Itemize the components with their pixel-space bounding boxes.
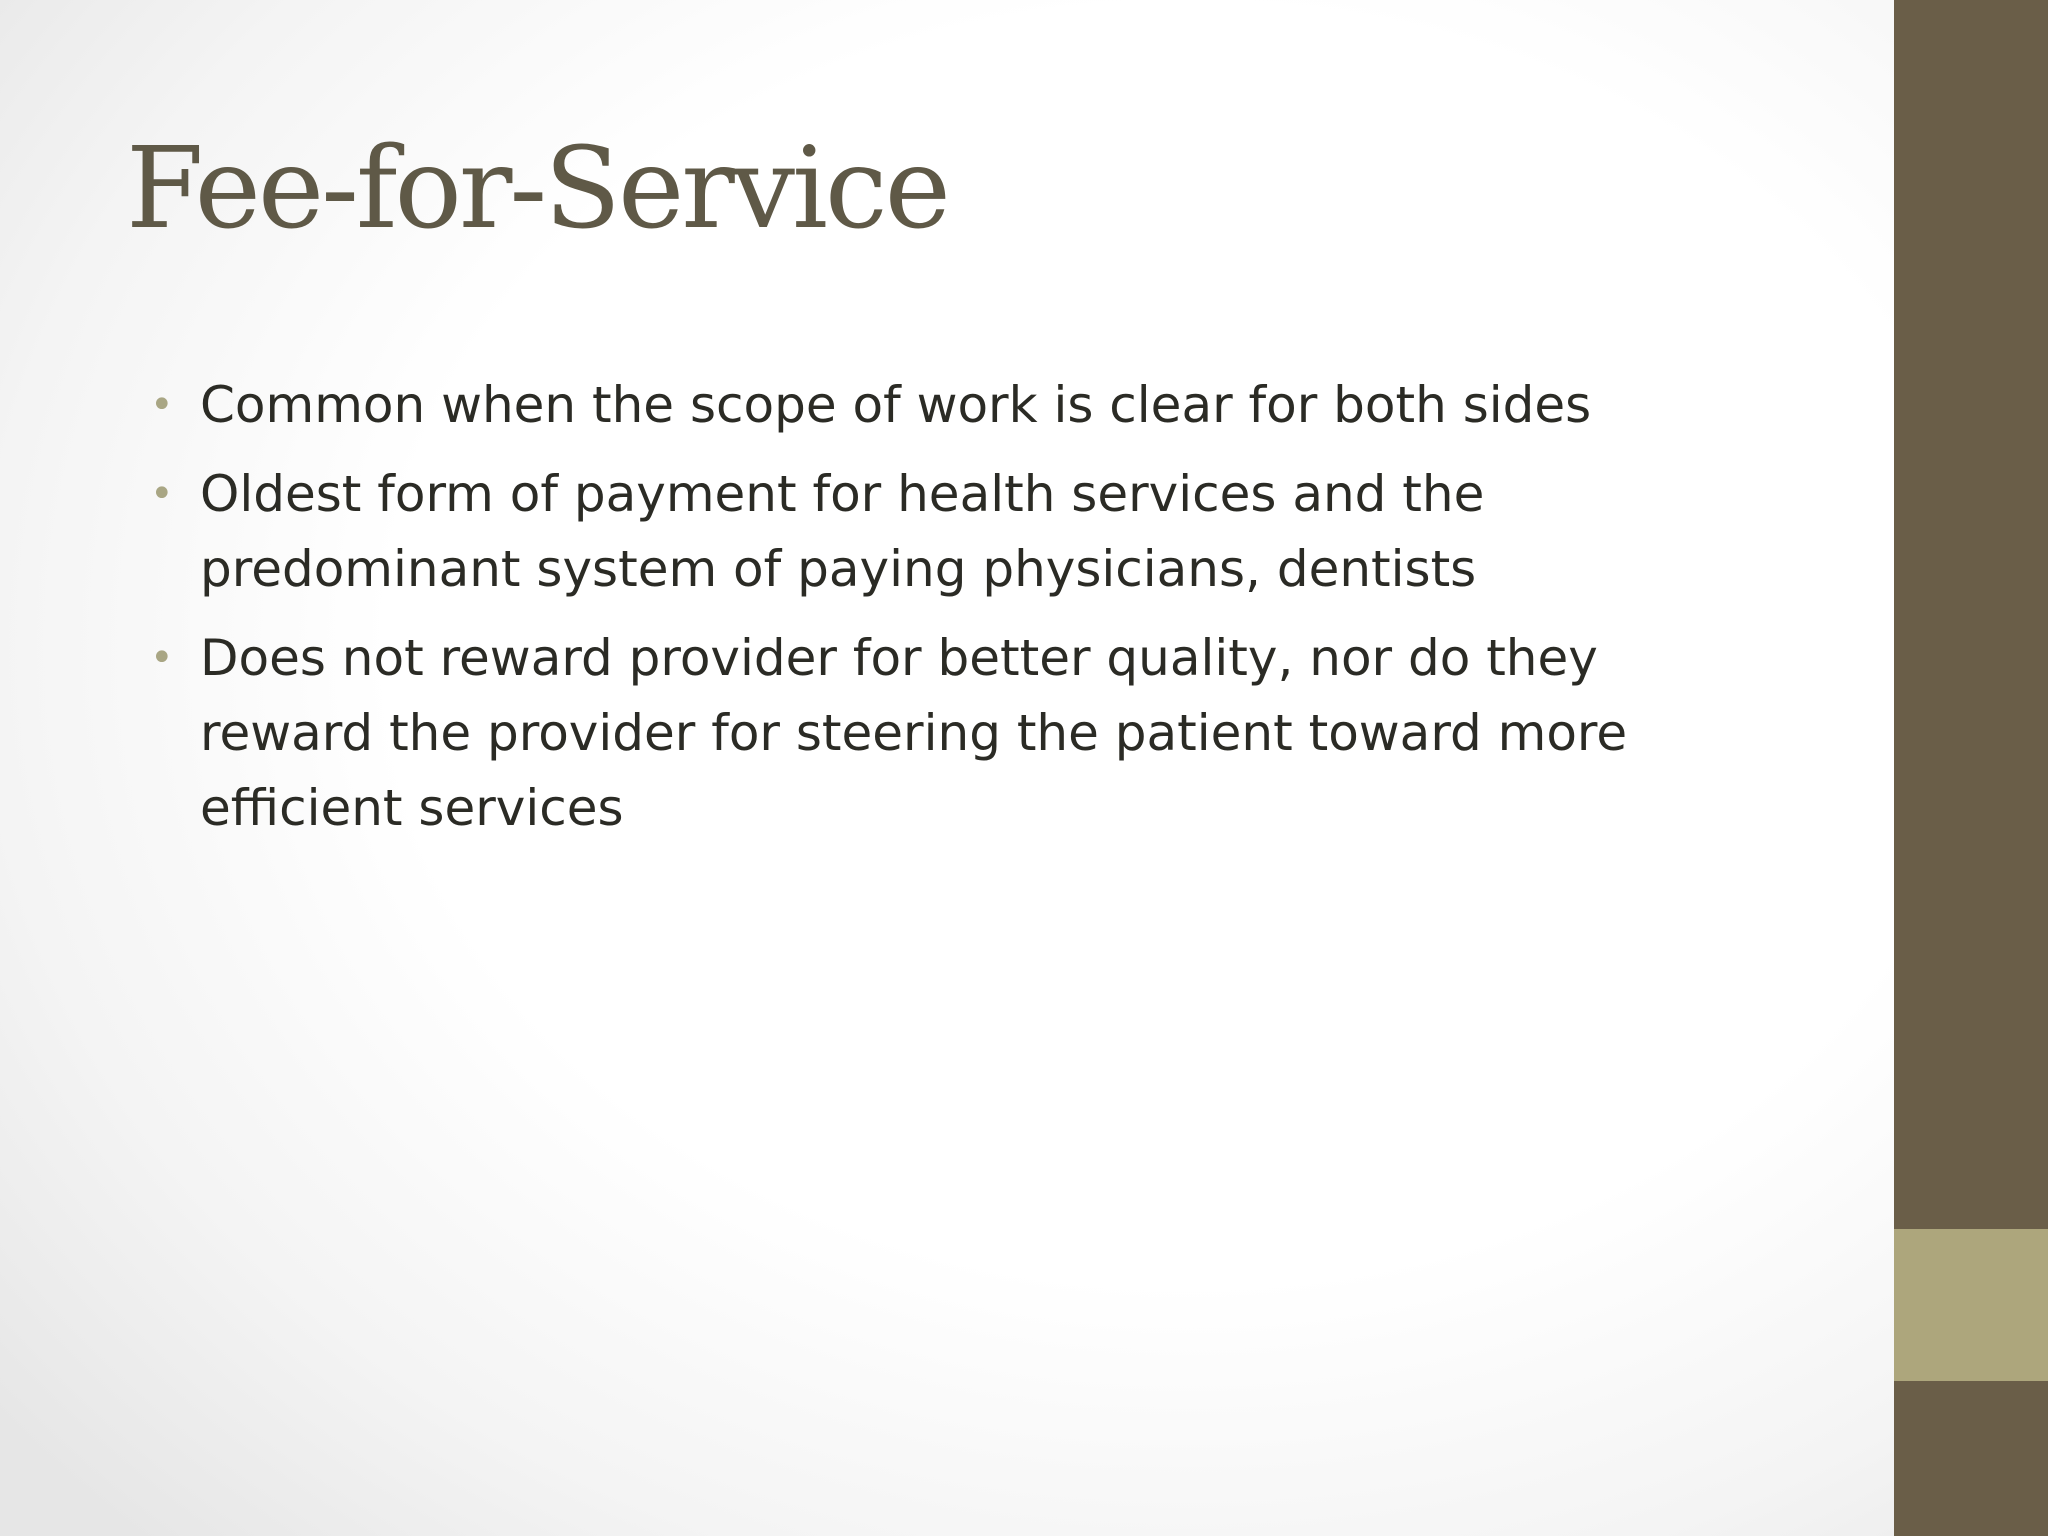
list-item: [150, 457, 1710, 607]
bullet-dot-icon: •: [150, 471, 174, 517]
list-item: [150, 368, 1710, 443]
list-item: [150, 621, 1710, 846]
sidebar-accent-block: [1894, 1229, 2048, 1381]
bullet-text: Common when the scope of work is clear for both sides: [200, 376, 1592, 434]
bullet-text: Does not reward provider for better quality, nor do they reward the provider for steering the patient toward more efficient services: [200, 629, 1628, 837]
slide-title: Fee-for-Service: [126, 124, 948, 254]
bullet-text: Oldest form of payment for health services and the predominant system of paying physicians, dentists: [200, 465, 1485, 598]
bullet-dot-icon: •: [150, 635, 174, 681]
bullet-list: [150, 368, 1710, 860]
bullet-dot-icon: •: [150, 382, 174, 428]
